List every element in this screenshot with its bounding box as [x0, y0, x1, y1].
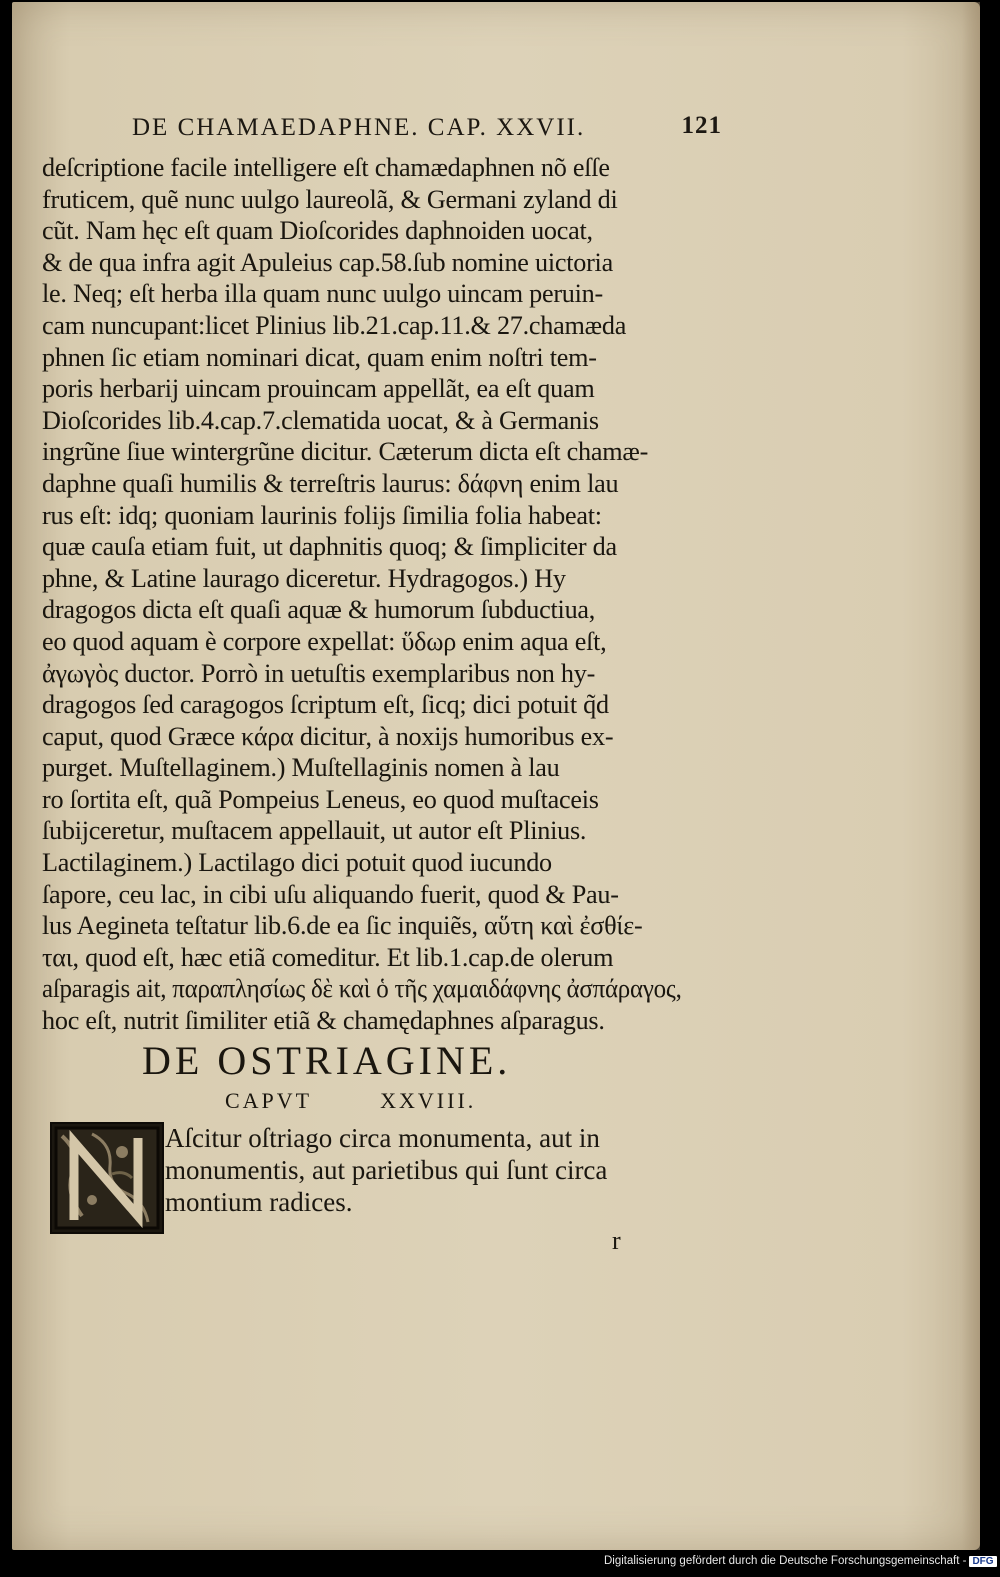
text-line: Lactilaginem.) Lactilago dici potuit quod iucundo: [42, 848, 552, 878]
text-line: montium radices.: [165, 1187, 353, 1217]
text-line: quæ cauſa etiam fuit, ut daphnitis quoq; & ſimpliciter da: [42, 532, 617, 562]
text-line: cam nuncupant:licet Plinius lib.21.cap.11.& 27.chamæda: [42, 310, 627, 340]
body-text: [42, 152, 682, 1037]
chapter-number: [225, 1088, 545, 1114]
running-title: DE CHAMAEDAPHNE. CAP. XXVII.: [132, 114, 586, 141]
text-line: hoc eſt, nutrit ſimiliter etiã & chamędaphnes aſparagus.: [42, 1006, 605, 1036]
credit-text: Digitalisierung gefördert durch die Deutsche Forschungsgemeinschaft -: [604, 1555, 967, 1567]
text-line: eo quod aquam è corpore expellat: ὕδωρ enim aqua eſt,: [42, 626, 607, 656]
chapter-title: DE OSTRIAGINE.: [142, 1038, 512, 1083]
text-line: ro ſortita eſt, quã Pompeius Leneus, eo quod muſtaceis: [42, 784, 599, 814]
signature-mark: r: [612, 1226, 621, 1255]
text-line: purget. Muſtellaginem.) Muſtellaginis nomen à lau: [42, 753, 560, 783]
text-line: ται, quod eſt, hæc etiã comeditur. Et lib.1.cap.de olerum: [42, 942, 614, 972]
woodcut-initial-icon: [52, 1124, 162, 1232]
page-edge: [962, 2, 980, 1550]
dfg-logo-icon: DFG: [969, 1556, 996, 1567]
caput-label: CAPVT: [225, 1088, 313, 1113]
text-line: rus eſt: idq; quoniam laurinis folijs ſimilia folia habeat:: [42, 500, 602, 530]
text-line: caput, quod Græce κάρα dicitur, à noxijs humoribus ex-: [42, 721, 614, 751]
text-line: ſubijceretur, muſtacem appellauit, ut autor eſt Plinius.: [42, 816, 587, 846]
text-line: monumentis, aut parietibus qui ſunt circa: [165, 1155, 608, 1185]
text-line: phne, & Latine laurago diceretur. Hydragogos.) Hy: [42, 563, 566, 593]
text-line: aſparagis ait, παραπλησίως δὲ καὶ ὁ τῆς χαμαιδάφνης ἀσπάραγος,: [42, 974, 682, 1004]
book-page: [12, 2, 980, 1550]
text-line: poris herbarij uincam prouincam appellãt, ea eſt quam: [42, 374, 595, 404]
text-line: dragogos dicta eſt quaſi aquæ & humorum ſubductiua,: [42, 595, 596, 625]
text-line: le. Neq; eſt herba illa quam nunc uulgo uincam peruin-: [42, 279, 603, 309]
text-line: Dioſcorides lib.4.cap.7.clematida uocat, & à Germanis: [42, 405, 599, 435]
text-line: daphne quaſi humilis & terreſtris laurus: δάφνη enim lau: [42, 468, 619, 498]
text-line: ἀγωγὸς ductor. Porrò in uetuſtis exemplaribus non hy-: [42, 658, 596, 688]
running-head: [132, 114, 722, 148]
chapter-text: [165, 1122, 685, 1218]
digitization-credit: [604, 1555, 1000, 1577]
caput-number: XXVIII.: [380, 1088, 477, 1113]
decorated-initial-icon: [50, 1122, 164, 1234]
text-line: deſcriptione facile intelligere eſt chamædaphnen nõ eſſe: [42, 153, 610, 182]
text-line: cũt. Nam hęc eſt quam Dioſcorides daphnoiden uocat,: [42, 216, 593, 246]
text-line: phnen ſic etiam nominari dicat, quam enim noſtri tem-: [42, 342, 597, 372]
text-line: & de qua infra agit Apuleius cap.58.ſub nomine uictoria: [42, 247, 613, 277]
text-line: ſapore, ceu lac, in cibi uſu aliquando fuerit, quod & Pau-: [42, 879, 619, 909]
text-line: Aſcitur oſtriago circa monumenta, aut in: [165, 1123, 600, 1153]
folio-number: 121: [681, 112, 722, 139]
text-line: dragogos ſed caragogos ſcriptum eſt, ſicq; dici potuit q̃d: [42, 690, 609, 720]
text-line: ingrũne ſiue wintergrũne dicitur. Cæterum dicta eſt chamæ-: [42, 437, 649, 467]
text-line: lus Aegineta teſtatur lib.6.de ea ſic inquiẽs, αὕτη καὶ ἐσθίε-: [42, 911, 643, 941]
text-line: fruticem, quẽ nunc uulgo laureolã, & Germani zyland di: [42, 184, 618, 214]
